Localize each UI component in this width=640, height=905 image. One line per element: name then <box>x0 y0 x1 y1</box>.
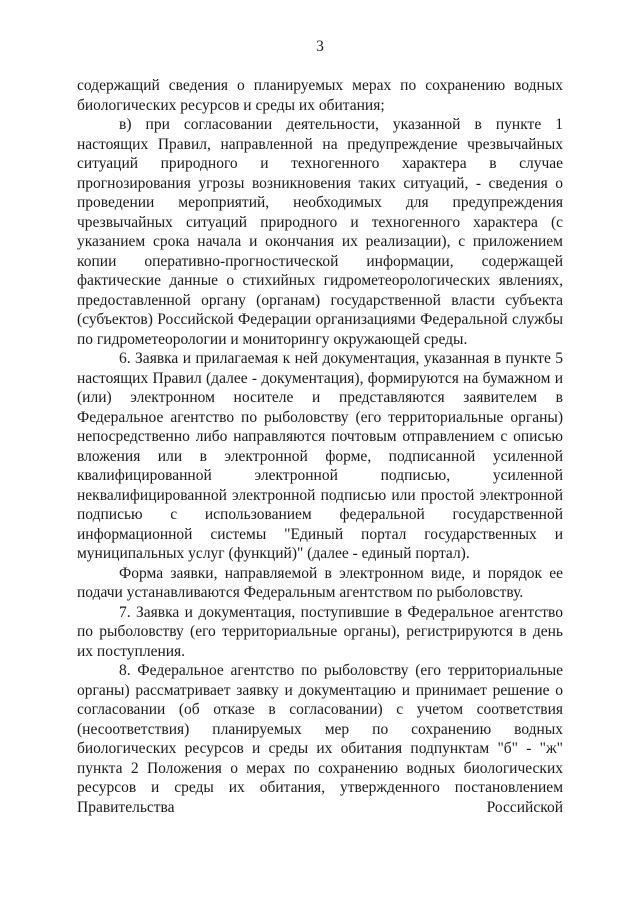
paragraph-item-7: 7. Заявка и документация, поступившие в Федеральное агентство по рыболовству (его территориальные органы), регистрируются в день их поступления. <box>77 603 563 660</box>
document-body <box>77 76 563 817</box>
paragraph-item-6: 6. Заявка и прилагаемая к ней документация, указанная в пункте 5 настоящих Правил (далее - документация), формируются на бумажном и (или) электронном носителе и представляются заявителем в Федеральное агентство по рыболовству (его территориальные органы) непосредственно либо направляются почтовым отправлением с описью вложения или в электронной форме, подписанной усиленной квалифицированной электронной подписью, усиленной неквалифицированной электронной подписью или простой электронной подписью с использованием федеральной государственной информационной системы "Единый портал государственных и муниципальных услуг (функций)" (далее - единый портал). <box>77 350 563 562</box>
paragraph-subitem-v: в) при согласовании деятельности, указанной в пункте 1 настоящих Правил, направленной на предупреждение чрезвычайных ситуаций природного и техногенного характера в случае прогнозирования угрозы возникновения таких ситуаций, - сведения о проведении мероприятий, необходимых для предупреждения чрезвычайных ситуаций природного и техногенного характера (с указанием срока начала и окончания их реализации), с приложением копии оперативно-прогностической информации, содержащей фактические данные о стихийных гидрометеорологических явлениях, предоставленной органу (органам) государственной власти субъекта (субъектов) Российской Федерации организациями Федеральной службы по гидрометеорологии и мониторингу окружающей среды. <box>77 116 563 348</box>
paragraph-application-form: Форма заявки, направляемой в электронном виде, и порядок ее подачи устанавливаются Федеральным агентством по рыболовству. <box>77 564 563 601</box>
paragraph-item-8: 8. Федеральное агентство по рыболовству (его территориальные органы) рассматривает заявку и документацию и принимает решение о согласовании (об отказе в согласовании) с учетом соответствия (несоответствия) планируемых мер по сохранению водных биологических ресурсов и среды их обитания подпунктам "б" - "ж" пункта 2 Положения о мерах по сохранению водных биологических ресурсов и среды их обитания, утвержденного постановлением Правительства Российской <box>77 662 563 816</box>
paragraph-continuation: содержащий сведения о планируемых мерах по сохранению водных биологических ресурсов и среды их обитания; <box>77 77 563 114</box>
page-number: 3 <box>316 38 324 55</box>
